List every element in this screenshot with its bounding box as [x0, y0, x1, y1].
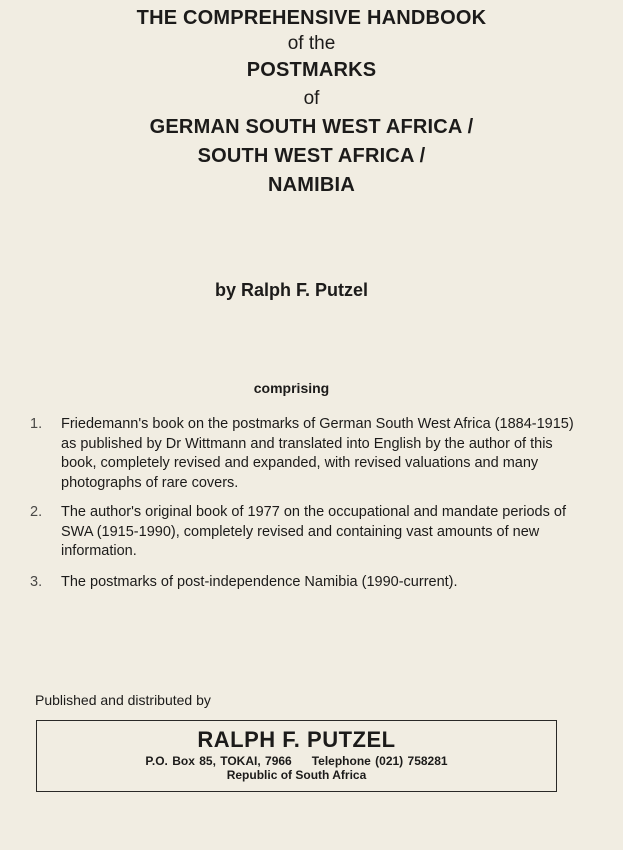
- title-line-2: of the: [287, 33, 336, 54]
- list-item: [30, 503, 575, 562]
- published-by-label: Published and distributed by: [35, 692, 211, 708]
- list-item-number: 3.: [30, 573, 43, 590]
- list-item-number: 2.: [30, 504, 43, 520]
- publisher-box: [36, 720, 557, 792]
- list-item: [30, 573, 575, 593]
- publisher-contact: [37, 754, 556, 768]
- publisher-telephone: Telephone (021) 758281: [311, 754, 448, 768]
- list-item: [30, 415, 575, 493]
- publisher-country: Republic of South Africa: [226, 768, 367, 782]
- list-item-text: The author's original book of 1977 on the occupational and mandate periods of SWA (1915-1990), completely revised and containing vast amounts of new information.: [61, 504, 566, 559]
- author-line: by Ralph F. Putzel: [214, 280, 369, 300]
- publisher-address: P.O. Box 85, TOKAI, 7966: [145, 754, 292, 768]
- list-item-number: 1.: [30, 416, 43, 432]
- title-line-6: SOUTH WEST AFRICA /: [197, 145, 426, 167]
- title-line-4: of: [303, 88, 320, 109]
- contents-list: [30, 415, 575, 592]
- title-line-1: THE COMPREHENSIVE HANDBOOK: [136, 7, 487, 29]
- title-line-3: POSTMARKS: [246, 59, 377, 81]
- publisher-name: RALPH F. PUTZEL: [197, 727, 396, 752]
- title-line-5: GERMAN SOUTH WEST AFRICA /: [149, 116, 474, 138]
- list-item-text: Friedemann's book on the postmarks of German South West Africa (1884-1915) as published by Dr Wittmann and translated into English by the author of this book, completely revised and expanded, with revised valuations and many photographs of rare covers.: [61, 416, 574, 491]
- title-line-7: NAMIBIA: [268, 174, 355, 196]
- comprising-heading: comprising: [253, 380, 330, 396]
- list-item-text: The postmarks of post-independence Namibia (1990-current).: [61, 573, 458, 590]
- book-title: [40, 8, 583, 195]
